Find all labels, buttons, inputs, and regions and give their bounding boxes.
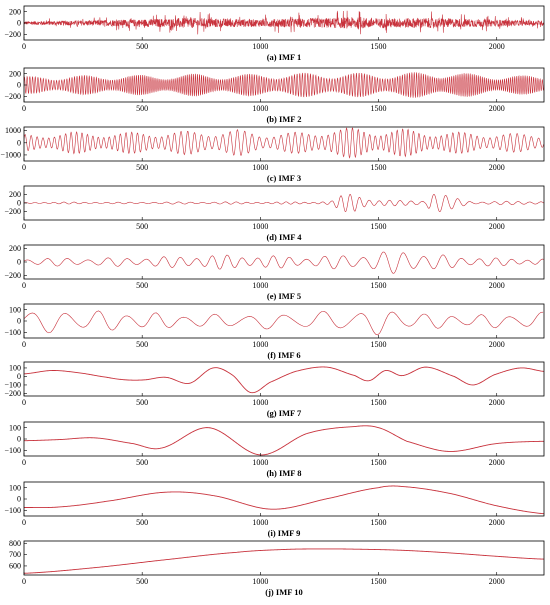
x-tick-label: 0 [22,222,26,231]
x-tick-label: 1500 [370,577,387,586]
y-tick-label: −200 [4,29,21,39]
x-tick-label: 500 [136,340,149,349]
y-tick-label: 0 [17,18,21,28]
panel-9 [4,482,544,538]
x-tick-label: 500 [136,398,149,407]
x-tick-label: 2000 [488,398,505,407]
panel-3 [0,126,544,183]
x-tick-label: 500 [136,518,149,527]
y-tick-label: 0 [17,257,21,267]
panel-caption: (f) IMF 6 [267,350,301,360]
series-line [24,311,543,335]
plot-frame [24,482,544,516]
x-tick-label: 500 [136,163,149,172]
y-tick-label: −200 [4,389,21,399]
y-tick-label: 700 [9,550,21,560]
plot-frame [24,541,544,575]
y-tick-label: 0 [17,316,21,326]
x-tick-label: 2000 [488,42,505,51]
y-tick-label: 0 [17,372,21,382]
y-tick-label: −100 [4,327,21,337]
x-tick-label: 1000 [252,518,269,527]
panel-10 [9,539,544,597]
series-line [24,252,544,273]
y-tick-label: 600 [9,561,21,571]
x-tick-label: 0 [22,518,26,527]
x-tick-label: 500 [136,222,149,231]
series-line [24,128,544,158]
x-tick-label: 1000 [252,163,269,172]
x-tick-label: 1500 [370,398,387,407]
x-tick-label: 2000 [488,518,505,527]
y-tick-label: −100 [4,380,21,390]
y-tick-label: 100 [9,483,21,493]
y-tick-label: 200 [9,69,21,79]
x-tick-label: 0 [22,577,26,586]
y-tick-label: 0 [17,494,21,504]
x-tick-label: 2000 [488,281,505,290]
y-tick-label: 800 [9,538,21,548]
x-tick-label: 1500 [370,104,387,113]
panel-caption: (g) IMF 7 [266,408,302,418]
x-tick-label: 1000 [252,42,269,51]
x-tick-label: 2000 [488,222,505,231]
panel-7 [4,362,544,418]
x-tick-label: 1000 [252,104,269,113]
series-line [24,367,544,393]
y-tick-label: 0 [17,198,21,208]
x-tick-label: 1500 [370,518,387,527]
series-line [24,11,544,35]
panel-2 [4,68,544,124]
x-tick-label: 0 [22,104,26,113]
x-tick-label: 500 [136,458,149,467]
y-tick-label: 100 [9,305,21,315]
panel-caption: (h) IMF 8 [266,468,302,478]
panel-caption: (c) IMF 3 [266,173,302,183]
y-tick-label: −200 [4,271,21,281]
plot-frame [24,68,544,102]
panel-caption: (j) IMF 10 [265,587,303,597]
x-tick-label: 2000 [488,458,505,467]
y-tick-label: 200 [9,190,21,200]
series-line [24,549,544,573]
x-tick-label: 0 [22,163,26,172]
x-tick-label: 1500 [370,458,387,467]
x-tick-label: 2000 [488,577,505,586]
x-tick-label: 1500 [370,163,387,172]
x-tick-label: 2000 [488,163,505,172]
x-tick-label: 500 [136,281,149,290]
x-tick-label: 0 [22,458,26,467]
plot-frame [24,422,544,456]
x-tick-label: 1500 [370,281,387,290]
x-tick-label: 0 [22,340,26,349]
y-tick-label: 200 [9,7,21,17]
y-tick-label: −100 [4,505,21,515]
x-tick-label: 500 [136,104,149,113]
x-tick-label: 1000 [252,222,269,231]
y-tick-label: 0 [17,80,21,90]
plot-frame [24,362,544,396]
x-tick-label: 500 [136,42,149,51]
series-line [24,72,544,97]
y-tick-label: 0 [17,434,21,444]
x-tick-label: 500 [136,577,149,586]
x-tick-label: 1500 [370,42,387,51]
x-tick-label: 1000 [252,340,269,349]
panel-8 [4,422,544,478]
panel-caption: (a) IMF 1 [266,52,302,62]
x-tick-label: 0 [22,42,26,51]
x-tick-label: 1000 [252,281,269,290]
x-tick-label: 1000 [252,577,269,586]
panel-1 [4,6,544,62]
x-tick-label: 2000 [488,104,505,113]
y-tick-label: −1000 [0,150,21,160]
y-tick-label: 0 [17,138,21,148]
series-line [24,194,544,211]
x-tick-label: 1000 [252,398,269,407]
panel-caption: (d) IMF 4 [266,232,302,242]
panel-caption: (i) IMF 9 [267,528,301,538]
y-tick-label: 100 [9,423,21,433]
y-tick-label: 100 [9,363,21,373]
plot-frame [24,304,544,338]
x-tick-label: 1000 [252,458,269,467]
panel-5 [4,244,544,301]
panel-caption: (b) IMF 2 [266,114,302,124]
x-tick-label: 1500 [370,222,387,231]
y-tick-label: 200 [9,244,21,253]
series-line [24,486,544,514]
series-line [24,426,544,455]
x-tick-label: 2000 [488,340,505,349]
panel-4 [4,186,544,242]
y-tick-label: −200 [4,207,21,217]
x-tick-label: 0 [22,281,26,290]
panel-6 [4,304,544,360]
y-tick-label: 1000 [5,126,21,136]
y-tick-label: −100 [4,445,21,455]
x-tick-label: 1500 [370,340,387,349]
y-tick-label: −200 [4,91,21,101]
x-tick-label: 0 [22,398,26,407]
panel-caption: (e) IMF 5 [266,291,302,301]
